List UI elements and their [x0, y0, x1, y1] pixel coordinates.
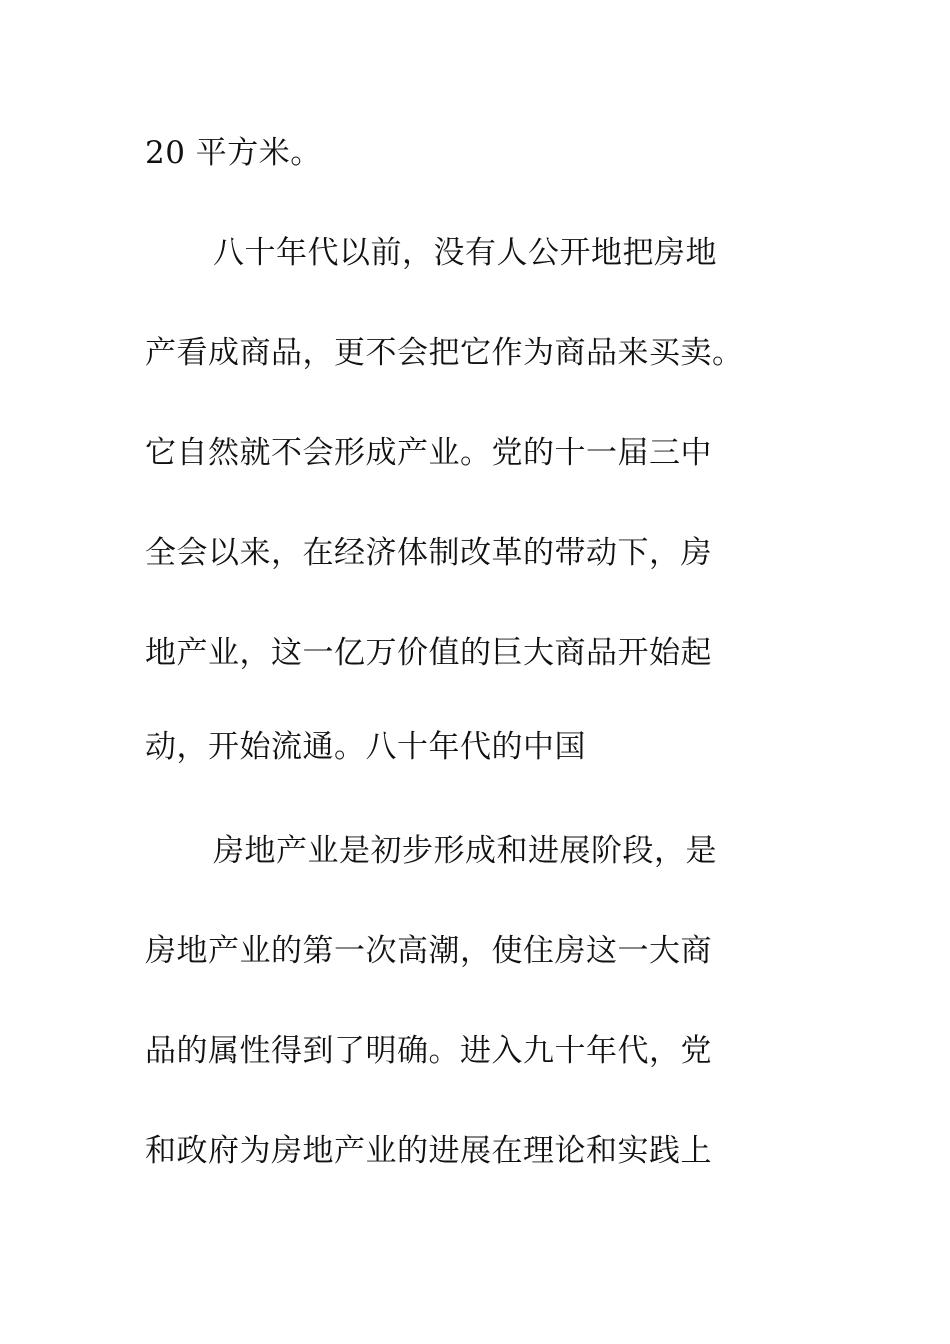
- text-line: 动，开始流通。八十年代的中国: [145, 729, 586, 765]
- paragraph-start-line: 八十年代以前，没有人公开地把房地: [213, 235, 717, 271]
- text-line: 20 平方米。: [145, 135, 322, 171]
- paragraph-start-line: 房地产业是初步形成和进展阶段，是: [213, 833, 717, 869]
- text-line: 品的属性得到了明确。进入九十年代，党: [145, 1033, 712, 1069]
- text-line: 房地产业的第一次高潮，使住房这一大商: [145, 933, 712, 969]
- text-line: 地产业，这一亿万价值的巨大商品开始起: [145, 635, 712, 671]
- text-line: 产看成商品，更不会把它作为商品来买卖。: [145, 335, 744, 371]
- text-line: 它自然就不会形成产业。党的十一届三中: [145, 435, 712, 471]
- text-line: 全会以来，在经济体制改革的带动下，房: [145, 535, 712, 571]
- text-line: 和政府为房地产业的进展在理论和实践上: [145, 1133, 712, 1169]
